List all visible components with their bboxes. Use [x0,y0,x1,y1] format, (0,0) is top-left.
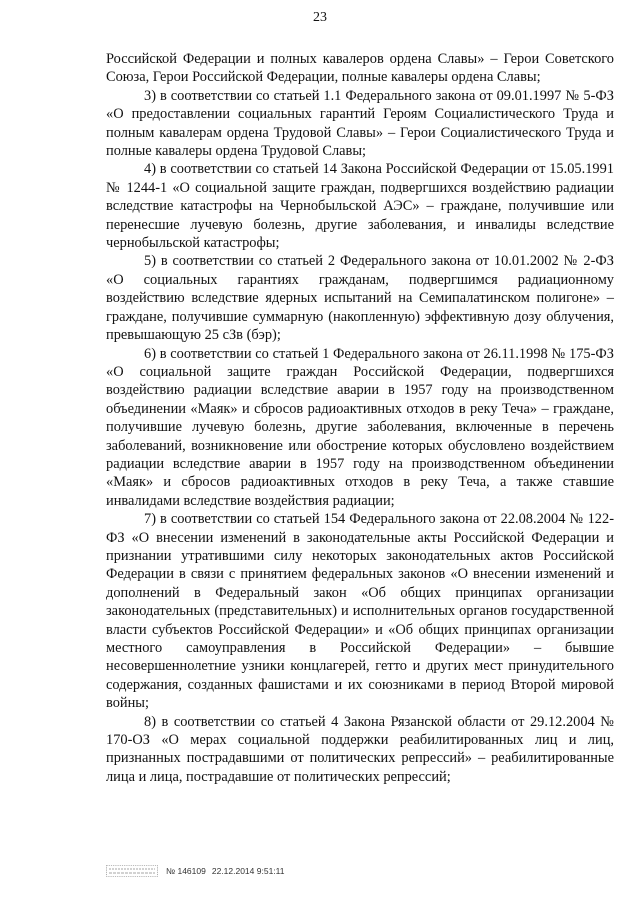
document-footer [106,864,284,878]
registration-stamp-icon [106,865,158,877]
paragraph-item-7: 7) в соответствии со статьей 154 Федерального закона от 22.08.2004 № 122-ФЗ «О внесении изменений в законодательные акты Российской Федерации и признании утратившими силу некоторых законодательных актов Российской Федерации в связи с принятием федеральных законов «О внесении изменений и дополнений в Федеральный закон «Об общих принципах организации законодательных (представительных) и исполнительных органов государственной власти субъектов Российской Федерации» и «Об общих принципах организации местного самоуправления в Российской Федерации» – бывшие несовершеннолетние узники концлагерей, гетто и других мест принудительного содержания, созданных фашистами и их союзниками в период Второй мировой войны; [106,511,614,712]
paragraph-item-6: 6) в соответствии со статьей 1 Федерального закона от 26.11.1998 № 175-ФЗ «О социальной защите граждан Российской Федерации, подвергшихся воздействию радиации вследствие аварии в 1957 году на производственном объединении «Маяк» и сбросов радиоактивных отходов в реку Теча» – граждане, получившие лучевую болезнь, другие заболевания, включенные в перечень заболеваний, возникновение или обострение которых обусловлено воздействием радиации вследствие аварии в 1957 году на производственном объединении «Маяк» и сбросов радиоактивных отходов в реку Теча, а также ставшие инвалидами вследствие воздействия радиации; [106,345,614,509]
document-body [106,50,614,786]
document-ref-number: № 146109 [166,866,206,876]
paragraph-item-5: 5) в соответствии со статьей 2 Федерального закона от 10.01.2002 № 2-ФЗ «О социальных гарантиях гражданам, подвергшимся радиационному воздействию вследствие ядерных испытаний на Семипалатинском полигоне» – граждане, получившие суммарную (накопленную) эффективную дозу облучения, превышающую 25 сЗв (бэр); [106,253,614,344]
page-number: 23 [313,10,327,25]
paragraph-continuation: Российской Федерации и полных кавалеров ордена Славы» – Герои Советского Союза, Герои Российской Федерации, полные кавалеры ордена Славы; [106,51,614,86]
paragraph-item-4: 4) в соответствии со статьей 14 Закона Российской Федерации от 15.05.1991 № 1244-1 «О социальной защите граждан, подвергшихся воздействию радиации вследствие катастрофы на Чернобыльской АЭС» – граждане, получившие или перенесшие лучевую болезнь, другие заболевания, и инвалиды вследствие чернобыльской катастрофы; [106,161,614,252]
paragraph-item-8: 8) в соответствии со статьей 4 Закона Рязанской области от 29.12.2004 № 170-ОЗ «О мерах социальной поддержки реабилитированных лиц и лиц, признанных пострадавшими от политических репрессий» – реабилитированные лица и лица, пострадавшие от политических репрессий; [106,713,614,785]
paragraph-item-3: 3) в соответствии со статьей 1.1 Федерального закона от 09.01.1997 № 5-ФЗ «О предоставлении социальных гарантий Героям Социалистического Труда и полным кавалерам ордена Трудовой Славы» – Герои Социалистического Труда и полные кавалеры ордена Трудовой Славы; [106,87,614,160]
document-datetime: 22.12.2014 9:51:11 [211,866,285,876]
